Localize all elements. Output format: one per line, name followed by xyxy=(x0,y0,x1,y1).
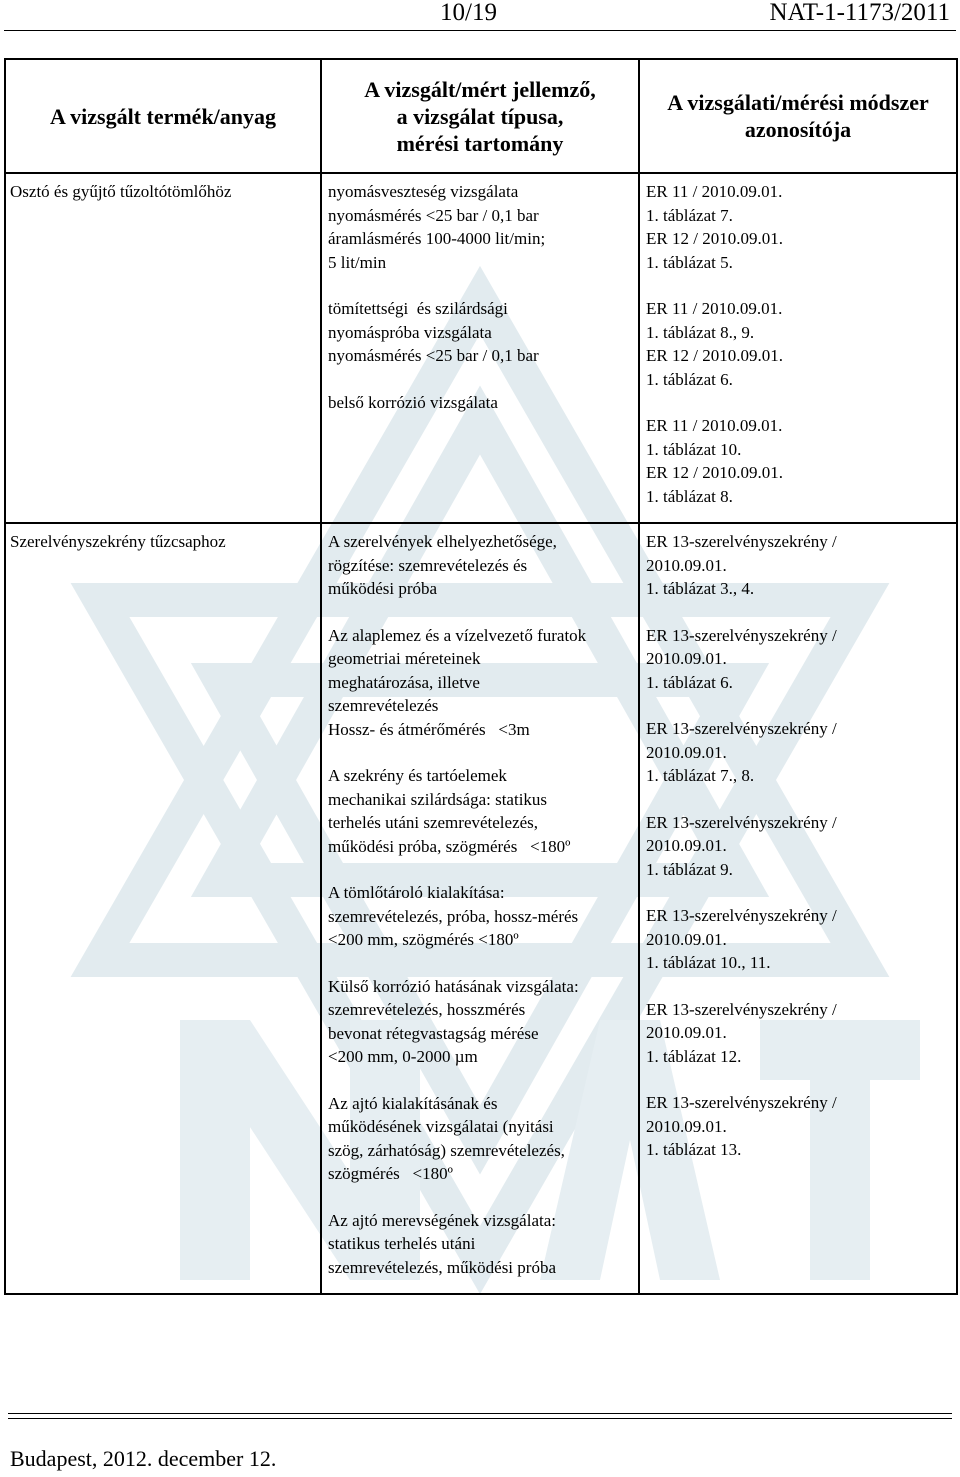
test-block xyxy=(328,391,632,415)
table-row xyxy=(5,523,957,1294)
product-cell xyxy=(5,173,321,523)
method-line: 1. táblázat 8., 9. xyxy=(646,322,755,342)
method-line: 2010.09.01. xyxy=(646,836,727,855)
test-line: áramlásmérés 100-4000 lit/min; xyxy=(328,229,546,248)
test-line: terhelés utáni szemrevételezés, xyxy=(328,813,539,832)
test-line: rögzítése: szemrevételezés és xyxy=(328,555,528,575)
test-line: geometriai méreteinek xyxy=(328,649,481,668)
test-line: A szerelvények elhelyezhetősége, xyxy=(328,532,557,551)
header-characteristic xyxy=(321,59,639,173)
test-line: szemrevételezés xyxy=(328,696,439,715)
method-line: ER 13-szerelvényszekrény / xyxy=(646,719,837,738)
product-cell xyxy=(5,523,321,1294)
header-line: mérési tartomány xyxy=(396,130,564,156)
method-cell xyxy=(640,174,956,508)
method-line: ER 12 / 2010.09.01. xyxy=(646,463,783,482)
method-line: ER 12 / 2010.09.01. xyxy=(646,229,783,248)
test-block xyxy=(328,764,632,858)
method-line: ER 13-szerelvényszekrény / xyxy=(646,625,837,645)
method-line: 1. táblázat 7., 8. xyxy=(646,766,755,785)
method-line: ER 13-szerelvényszekrény / xyxy=(646,532,837,551)
header-method xyxy=(639,59,957,173)
method-line: 2010.09.01. xyxy=(646,929,727,949)
test-line: 5 lit/min xyxy=(328,252,387,272)
header-product xyxy=(5,59,321,173)
test-line: tömítettségi és szilárdsági xyxy=(328,299,508,318)
method-line: 1. táblázat 6. xyxy=(646,369,733,389)
method-block xyxy=(646,1091,950,1162)
test-block xyxy=(328,881,632,952)
header-line: A vizsgált termék/anyag xyxy=(49,103,277,129)
method-block xyxy=(646,624,950,695)
method-line: 2010.09.01. xyxy=(646,555,727,575)
method-line: ER 12 / 2010.09.01. xyxy=(646,346,783,365)
test-line: A tömlőtároló kialakítása: xyxy=(328,883,505,902)
method-cell xyxy=(640,524,956,1162)
test-line: szemrevételezés, hosszmérés xyxy=(328,1000,526,1019)
test-block xyxy=(328,1092,632,1186)
test-line: bevonat rétegvastagság mérése xyxy=(328,1023,539,1043)
test-line: mechanikai szilárdsága: statikus xyxy=(328,789,548,809)
test-line: működési próba xyxy=(328,579,438,598)
test-line: meghatározása, illetve xyxy=(328,672,480,692)
method-line: ER 13-szerelvényszekrény / xyxy=(646,999,837,1019)
footer-location-date: Budapest, 2012. december 12. xyxy=(10,1446,277,1471)
document-id: NAT-1-1173/2011 xyxy=(769,0,950,26)
test-cell xyxy=(321,523,639,1294)
method-line: ER 11 / 2010.09.01. xyxy=(646,299,783,318)
test-line: működésének vizsgálatai (nyitási xyxy=(328,1117,554,1136)
method-line: ER 13-szerelvényszekrény / xyxy=(646,812,837,832)
method-line: 1. táblázat 3., 4. xyxy=(646,579,755,598)
product-name: Szerelvényszekrény tűzcsaphoz xyxy=(10,532,226,551)
method-line: 1. táblázat 7. xyxy=(646,205,733,225)
test-line: statikus terhelés utáni xyxy=(328,1234,476,1253)
test-block xyxy=(328,530,632,601)
method-line: 1. táblázat 13. xyxy=(646,1140,742,1159)
method-line: 1. táblázat 9. xyxy=(646,859,733,879)
method-line: 1. táblázat 12. xyxy=(646,1046,742,1066)
test-line: <200 mm, szögmérés <180º xyxy=(328,930,519,949)
test-line: Az alaplemez és a vízelvezető furatok xyxy=(328,625,587,645)
method-block xyxy=(646,811,950,882)
method-block xyxy=(646,904,950,975)
test-block xyxy=(328,624,632,742)
method-cell xyxy=(639,523,957,1294)
test-line: nyomáspróba vizsgálata xyxy=(328,322,492,342)
test-line: szög, zárhatóság) szemrevételezés, xyxy=(328,1140,565,1160)
test-block xyxy=(328,975,632,1069)
test-block xyxy=(328,1209,632,1280)
method-line: 1. táblázat 10. xyxy=(646,439,742,459)
test-line: belső korrózió vizsgálata xyxy=(328,392,498,412)
method-block xyxy=(646,180,950,274)
test-line: Az ajtó merevségének vizsgálata: xyxy=(328,1210,556,1230)
footer-rule xyxy=(8,1413,952,1414)
method-line: ER 13-szerelvényszekrény / xyxy=(646,906,837,925)
method-block xyxy=(646,530,950,601)
method-line: 2010.09.01. xyxy=(646,649,727,668)
method-line: 2010.09.01. xyxy=(646,1023,727,1042)
test-cell xyxy=(321,173,639,523)
product-name: Osztó és gyűjtő tűzoltótömlőhöz xyxy=(10,182,232,201)
header-line: A vizsgált/mért jellemző, xyxy=(364,76,596,102)
header-line: A vizsgálati/mérési módszer xyxy=(667,90,929,115)
method-block xyxy=(646,414,950,508)
method-line: 1. táblázat 8. xyxy=(646,486,733,506)
method-line: 2010.09.01. xyxy=(646,1116,727,1136)
test-line: Külső korrózió hatásának vizsgálata: xyxy=(328,976,579,996)
test-line: szemrevételezés, működési próba xyxy=(328,1257,556,1277)
header-line: azonosítója xyxy=(744,117,852,142)
test-block xyxy=(328,297,632,368)
method-line: 2010.09.01. xyxy=(646,742,727,762)
method-block xyxy=(646,717,950,788)
test-line: <200 mm, 0-2000 µm xyxy=(328,1047,478,1066)
method-line: 1. táblázat 5. xyxy=(646,252,733,272)
method-block xyxy=(646,998,950,1069)
test-line: Hossz- és átmérőmérés <3m xyxy=(328,719,530,739)
footer-rule xyxy=(8,1418,952,1419)
test-line: Az ajtó kialakításának és xyxy=(328,1093,498,1113)
test-line: szemrevételezés, próba, hossz-mérés xyxy=(328,906,579,926)
method-line: ER 11 / 2010.09.01. xyxy=(646,182,783,201)
header-rule xyxy=(4,30,956,31)
method-line: 1. táblázat 10., 11. xyxy=(646,953,771,972)
test-cell xyxy=(322,174,638,414)
test-line: nyomásmérés <25 bar / 0,1 bar xyxy=(328,346,539,365)
test-line: működési próba, szögmérés <180º xyxy=(328,836,571,856)
page-number: 10/19 xyxy=(440,0,497,26)
method-line: ER 11 / 2010.09.01. xyxy=(646,416,783,435)
method-line: ER 13-szerelvényszekrény / xyxy=(646,1093,837,1112)
accreditation-table xyxy=(4,58,958,1295)
test-cell xyxy=(322,524,638,1279)
method-line: 1. táblázat 6. xyxy=(646,672,733,692)
method-block xyxy=(646,297,950,391)
test-block xyxy=(328,180,632,274)
test-line: A szekrény és tartóelemek xyxy=(328,766,507,785)
method-cell xyxy=(639,173,957,523)
test-line: nyomásmérés <25 bar / 0,1 bar xyxy=(328,205,539,225)
table-row xyxy=(5,173,957,523)
test-line: nyomásveszteség vizsgálata xyxy=(328,182,519,201)
test-line: szögmérés <180º xyxy=(328,1164,453,1183)
header-line: a vizsgálat típusa, xyxy=(396,103,564,129)
